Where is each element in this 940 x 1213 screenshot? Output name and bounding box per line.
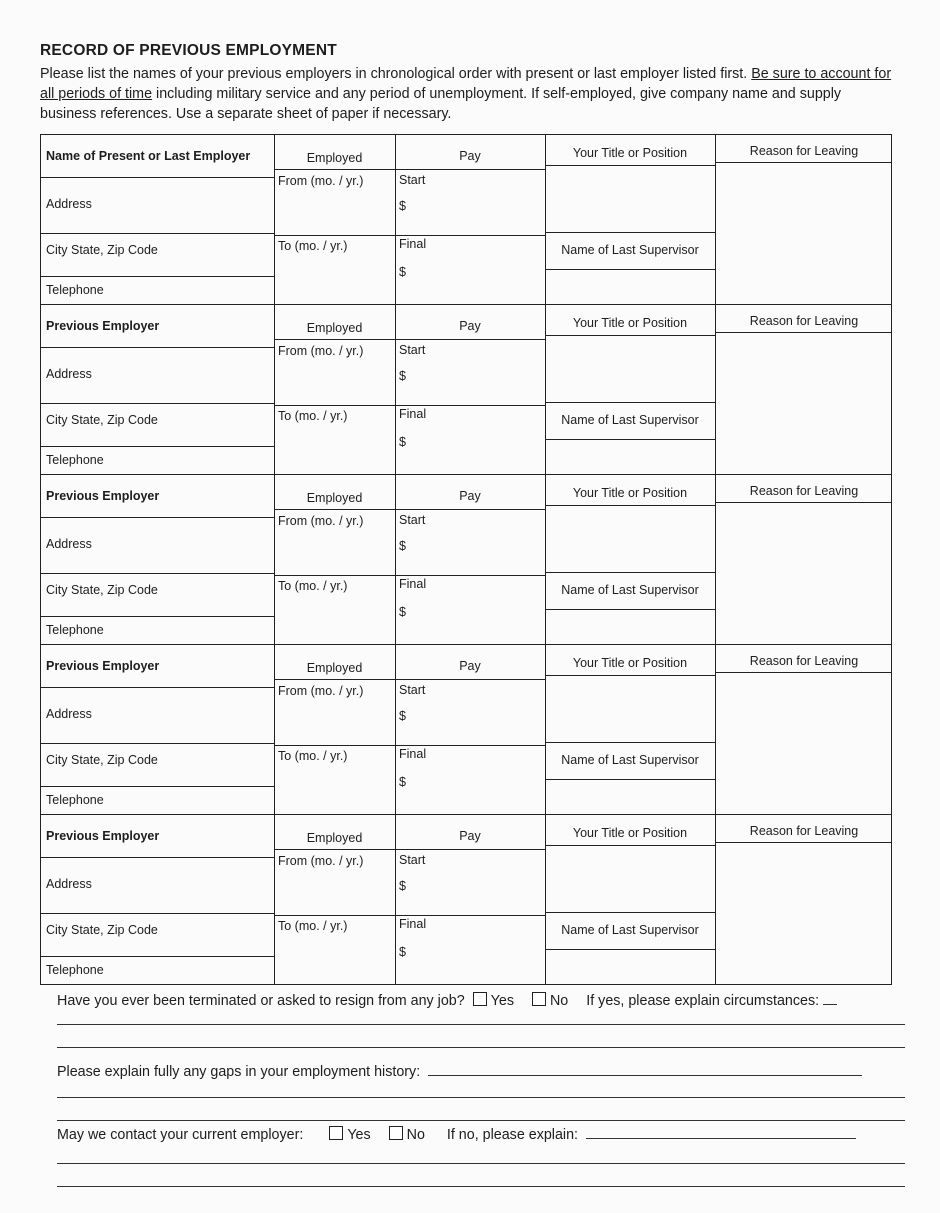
final-pay-label: Final	[399, 407, 427, 421]
reason-for-leaving-field[interactable]	[717, 164, 889, 303]
employer-name-field[interactable]	[43, 507, 271, 517]
address-label: Address	[46, 197, 92, 211]
row-divider	[715, 332, 891, 333]
start-pay-field[interactable]	[413, 701, 541, 743]
start-pay-label: Start	[399, 343, 426, 357]
column-divider	[715, 475, 716, 645]
start-pay-dollar-sign: $	[399, 369, 406, 383]
telephone-field[interactable]	[43, 295, 271, 304]
final-pay-dollar-sign: $	[399, 605, 406, 619]
address-label: Address	[46, 537, 92, 551]
row-divider	[274, 849, 545, 850]
terminated-yes-checkbox[interactable]	[473, 992, 487, 1006]
address-field[interactable]	[43, 383, 271, 402]
gaps-question	[57, 1064, 862, 1080]
employer-block	[40, 644, 892, 815]
from-date-label: From (mo. / yr.)	[278, 684, 364, 698]
pay-header: Pay	[459, 489, 481, 503]
contact-follow-up-label: If no, please explain:	[446, 1127, 579, 1143]
to-date-label: To (mo. / yr.)	[278, 919, 348, 933]
pay-header: Pay	[459, 319, 481, 333]
row-divider	[545, 572, 715, 573]
employer-name-label: Previous Employer	[46, 829, 160, 843]
address-label: Address	[46, 877, 92, 891]
reason-for-leaving-header: Reason for Leaving	[749, 144, 859, 158]
title-position-header: Your Title or Position	[572, 486, 688, 500]
telephone-field[interactable]	[43, 635, 271, 644]
start-pay-label: Start	[399, 853, 426, 867]
city-state-zip-label: City State, Zip Code	[46, 583, 158, 597]
contact-explain-line[interactable]	[586, 1138, 856, 1139]
start-pay-dollar-sign: $	[399, 539, 406, 553]
terminated-yes-label: Yes	[490, 993, 514, 1009]
employer-block	[40, 134, 892, 305]
to-date-field[interactable]	[276, 765, 393, 813]
start-pay-field[interactable]	[413, 531, 541, 573]
from-date-field[interactable]	[276, 361, 393, 403]
final-pay-label: Final	[399, 577, 427, 591]
contact-no-label: No	[406, 1127, 425, 1143]
employer-name-field[interactable]	[43, 337, 271, 347]
title-position-header: Your Title or Position	[572, 316, 688, 330]
row-divider	[545, 439, 715, 440]
row-divider	[41, 913, 274, 914]
reason-for-leaving-field[interactable]	[717, 334, 889, 473]
start-pay-label: Start	[399, 683, 426, 697]
from-date-field[interactable]	[276, 191, 393, 233]
terminated-answer-line-1[interactable]	[57, 1024, 905, 1025]
row-divider	[41, 857, 274, 858]
last-supervisor-label: Name of Last Supervisor	[561, 243, 699, 257]
final-pay-dollar-sign: $	[399, 945, 406, 959]
row-divider	[41, 573, 274, 574]
address-field[interactable]	[43, 893, 271, 912]
gaps-explain-line[interactable]	[428, 1075, 862, 1076]
city-state-zip-field[interactable]	[43, 429, 271, 445]
final-pay-label: Final	[399, 917, 427, 931]
from-date-label: From (mo. / yr.)	[278, 344, 364, 358]
final-pay-label: Final	[399, 237, 427, 251]
from-date-field[interactable]	[276, 531, 393, 573]
row-divider	[41, 743, 274, 744]
from-date-label: From (mo. / yr.)	[278, 854, 364, 868]
column-divider	[545, 305, 546, 475]
row-divider	[545, 335, 715, 336]
telephone-field[interactable]	[43, 975, 271, 984]
final-pay-field[interactable]	[413, 765, 541, 813]
row-divider	[545, 232, 715, 233]
to-date-field[interactable]	[276, 595, 393, 643]
city-state-zip-field[interactable]	[43, 599, 271, 615]
last-supervisor-field[interactable]	[547, 271, 713, 304]
instructions-text-continued: including military service and any period of unemployment. If self-employed, give company name and supply business references. Use a separate sheet of paper if necessary.	[40, 86, 842, 122]
row-divider	[715, 842, 891, 843]
reason-for-leaving-field[interactable]	[717, 674, 889, 813]
address-field[interactable]	[43, 213, 271, 232]
city-state-zip-label: City State, Zip Code	[46, 243, 158, 257]
row-divider	[274, 679, 545, 680]
to-date-label: To (mo. / yr.)	[278, 239, 348, 253]
title-position-header: Your Title or Position	[572, 146, 688, 160]
row-divider	[545, 912, 715, 913]
row-divider	[545, 609, 715, 610]
reason-for-leaving-field[interactable]	[717, 844, 889, 983]
to-date-label: To (mo. / yr.)	[278, 579, 348, 593]
final-pay-dollar-sign: $	[399, 775, 406, 789]
employed-header: Employed	[306, 831, 363, 845]
column-divider	[545, 135, 546, 305]
start-pay-field[interactable]	[413, 361, 541, 403]
row-divider	[545, 165, 715, 166]
title-position-header: Your Title or Position	[572, 826, 688, 840]
terminated-no-checkbox[interactable]	[532, 992, 546, 1006]
employer-name-label: Previous Employer	[46, 489, 160, 503]
city-state-zip-field[interactable]	[43, 259, 271, 275]
start-pay-field[interactable]	[413, 871, 541, 913]
city-state-zip-field[interactable]	[43, 939, 271, 955]
row-divider	[545, 845, 715, 846]
gaps-answer-line-2[interactable]	[57, 1120, 905, 1121]
to-date-label: To (mo. / yr.)	[278, 749, 348, 763]
pay-header: Pay	[459, 149, 481, 163]
column-divider	[545, 475, 546, 645]
title-position-field[interactable]	[547, 847, 713, 911]
to-date-label: To (mo. / yr.)	[278, 409, 348, 423]
column-divider	[715, 645, 716, 815]
contact-answer-line-1[interactable]	[57, 1163, 905, 1164]
row-divider	[41, 347, 274, 348]
address-field[interactable]	[43, 723, 271, 742]
row-divider	[41, 786, 274, 787]
terminated-follow-up-label: If yes, please explain circumstances:	[586, 993, 820, 1009]
city-state-zip-label: City State, Zip Code	[46, 413, 158, 427]
telephone-field[interactable]	[43, 805, 271, 814]
employer-name-field[interactable]	[43, 847, 271, 857]
row-divider	[41, 956, 274, 957]
contact-prompt: May we contact your current employer:	[57, 1127, 304, 1143]
row-divider	[545, 949, 715, 950]
last-supervisor-label: Name of Last Supervisor	[561, 753, 699, 767]
row-divider	[274, 235, 545, 236]
row-divider	[41, 616, 274, 617]
start-pay-dollar-sign: $	[399, 879, 406, 893]
city-state-zip-field[interactable]	[43, 769, 271, 785]
last-supervisor-field[interactable]	[547, 781, 713, 814]
telephone-label: Telephone	[46, 283, 104, 297]
city-state-zip-label: City State, Zip Code	[46, 753, 158, 767]
employer-name-label: Name of Present or Last Employer	[46, 149, 251, 163]
row-divider	[274, 509, 545, 510]
to-date-field[interactable]	[276, 255, 393, 303]
last-supervisor-label: Name of Last Supervisor	[561, 923, 699, 937]
contact-yes-label: Yes	[347, 1127, 371, 1143]
telephone-label: Telephone	[46, 793, 104, 807]
terminated-no-label: No	[549, 993, 569, 1009]
from-date-field[interactable]	[276, 701, 393, 743]
final-pay-field[interactable]	[413, 935, 541, 983]
row-divider	[545, 675, 715, 676]
row-divider	[715, 502, 891, 503]
pay-header: Pay	[459, 659, 481, 673]
row-divider	[715, 162, 891, 163]
row-divider	[274, 405, 545, 406]
employer-name-label: Previous Employer	[46, 319, 160, 333]
telephone-field[interactable]	[43, 465, 271, 474]
reason-for-leaving-field[interactable]	[717, 504, 889, 643]
row-divider	[41, 403, 274, 404]
address-label: Address	[46, 367, 92, 381]
final-pay-dollar-sign: $	[399, 435, 406, 449]
reason-for-leaving-header: Reason for Leaving	[749, 484, 859, 498]
employer-name-label: Previous Employer	[46, 659, 160, 673]
employer-name-field[interactable]	[43, 167, 271, 177]
contact-no-checkbox[interactable]	[389, 1126, 403, 1140]
title-position-field[interactable]	[547, 167, 713, 231]
row-divider	[41, 233, 274, 234]
reason-for-leaving-header: Reason for Leaving	[749, 314, 859, 328]
start-pay-label: Start	[399, 513, 426, 527]
column-divider	[715, 815, 716, 985]
to-date-field[interactable]	[276, 935, 393, 983]
row-divider	[41, 446, 274, 447]
final-pay-field[interactable]	[413, 425, 541, 473]
title-position-header: Your Title or Position	[572, 656, 688, 670]
city-state-zip-label: City State, Zip Code	[46, 923, 158, 937]
row-divider	[715, 672, 891, 673]
contact-question	[57, 1126, 856, 1143]
reason-for-leaving-header: Reason for Leaving	[749, 824, 859, 838]
employer-block	[40, 814, 892, 985]
final-pay-dollar-sign: $	[399, 265, 406, 279]
form-instructions	[40, 64, 892, 124]
terminated-answer-line-2[interactable]	[57, 1047, 905, 1048]
last-supervisor-field[interactable]	[547, 951, 713, 984]
start-pay-dollar-sign: $	[399, 709, 406, 723]
last-supervisor-field[interactable]	[547, 611, 713, 644]
last-supervisor-label: Name of Last Supervisor	[561, 583, 699, 597]
column-divider	[545, 645, 546, 815]
terminated-explain-line[interactable]	[823, 1004, 837, 1005]
start-pay-label: Start	[399, 173, 426, 187]
start-pay-dollar-sign: $	[399, 199, 406, 213]
final-pay-field[interactable]	[413, 255, 541, 303]
column-divider	[715, 135, 716, 305]
row-divider	[41, 276, 274, 277]
employer-block	[40, 304, 892, 475]
row-divider	[545, 742, 715, 743]
title-position-field[interactable]	[547, 677, 713, 741]
form-title: RECORD OF PREVIOUS EMPLOYMENT	[40, 42, 337, 59]
employed-header: Employed	[306, 661, 363, 675]
from-date-field[interactable]	[276, 871, 393, 913]
last-supervisor-label: Name of Last Supervisor	[561, 413, 699, 427]
column-divider	[545, 815, 546, 985]
employed-header: Employed	[306, 151, 363, 165]
terminated-question	[57, 992, 837, 1009]
title-position-field[interactable]	[547, 337, 713, 401]
row-divider	[41, 687, 274, 688]
last-supervisor-field[interactable]	[547, 441, 713, 474]
from-date-label: From (mo. / yr.)	[278, 174, 364, 188]
pay-header: Pay	[459, 829, 481, 843]
row-divider	[274, 339, 545, 340]
terminated-prompt: Have you ever been terminated or asked to resign from any job?	[57, 993, 465, 1009]
final-pay-field[interactable]	[413, 595, 541, 643]
instructions-text: Please list the names of your previous employers in chronological order with present or last employer listed first.	[40, 66, 748, 82]
contact-answer-line-2[interactable]	[57, 1186, 905, 1187]
contact-yes-checkbox[interactable]	[329, 1126, 343, 1140]
telephone-label: Telephone	[46, 623, 104, 637]
telephone-label: Telephone	[46, 963, 104, 977]
telephone-label: Telephone	[46, 453, 104, 467]
row-divider	[274, 745, 545, 746]
reason-for-leaving-header: Reason for Leaving	[749, 654, 859, 668]
gaps-prompt: Please explain fully any gaps in your employment history:	[57, 1064, 421, 1080]
instructions-emphasis: Be sure to account for all periods of time	[40, 66, 892, 102]
from-date-label: From (mo. / yr.)	[278, 514, 364, 528]
row-divider	[545, 779, 715, 780]
row-divider	[545, 269, 715, 270]
address-label: Address	[46, 707, 92, 721]
row-divider	[274, 915, 545, 916]
row-divider	[274, 169, 545, 170]
row-divider	[41, 177, 274, 178]
column-divider	[715, 305, 716, 475]
employer-name-field[interactable]	[43, 677, 271, 687]
row-divider	[545, 402, 715, 403]
row-divider	[41, 517, 274, 518]
gaps-answer-line-1[interactable]	[57, 1097, 905, 1098]
start-pay-field[interactable]	[413, 191, 541, 233]
row-divider	[545, 505, 715, 506]
title-position-field[interactable]	[547, 507, 713, 571]
employed-header: Employed	[306, 321, 363, 335]
employed-header: Employed	[306, 491, 363, 505]
to-date-field[interactable]	[276, 425, 393, 473]
row-divider	[274, 575, 545, 576]
employer-block	[40, 474, 892, 645]
final-pay-label: Final	[399, 747, 427, 761]
address-field[interactable]	[43, 553, 271, 572]
